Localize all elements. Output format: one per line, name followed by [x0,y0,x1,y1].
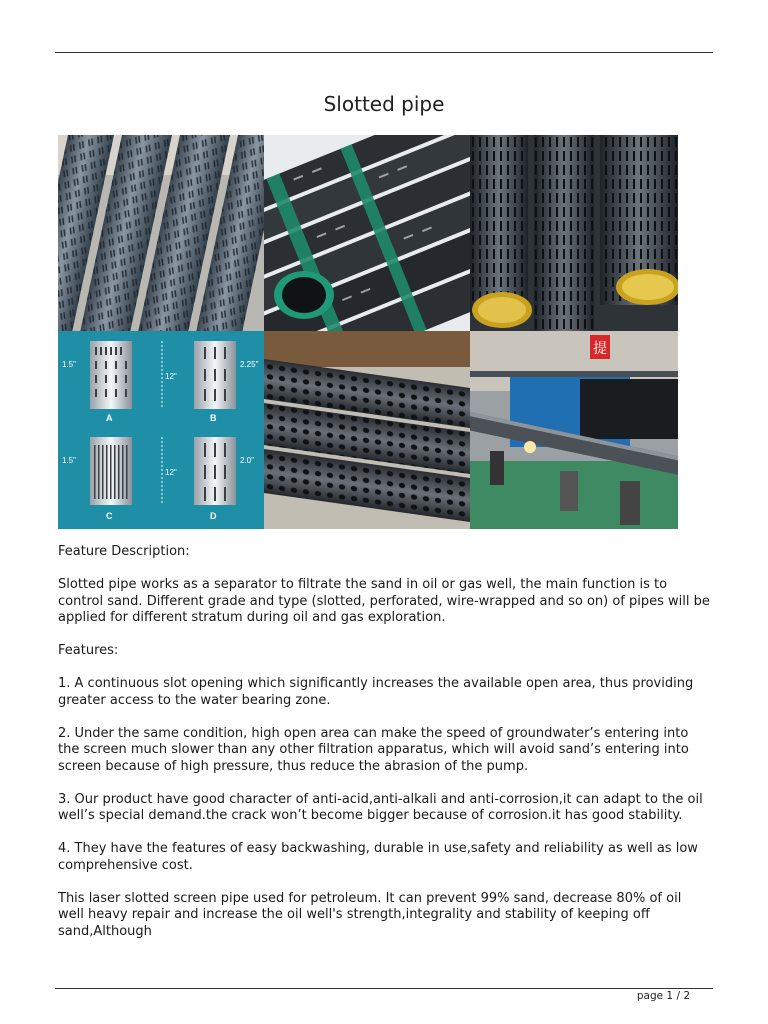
slotted-pipe-yellow-interior-photo [470,135,678,331]
laser-cutting-machine-photo [470,331,678,529]
dimension-label-c-width: 1.5" [62,456,76,465]
diagram-label-a: A [106,413,113,423]
dimension-label-a-length: 12" [165,372,177,381]
section-heading-features: Features: [58,643,119,658]
diagram-label-c: C [106,511,113,521]
slotted-pipe-photo-1 [58,135,264,331]
header-rule [55,52,713,53]
dimension-label-c-length: 12" [165,468,177,477]
image-grid [58,135,678,529]
dimension-label-b-width: 2.25" [240,360,259,369]
dimension-label-a-width: 1.5" [62,360,76,369]
dimension-label-d-width: 2.0" [240,456,254,465]
page-number: page 1 / 2 [636,990,690,1002]
feature-item-4: 4. They have the features of easy backwashing, durable in use,safety and reliability as well as low comprehensive cost. [58,841,698,873]
slot-pattern-diagram [58,331,264,529]
body-text [58,544,710,957]
diagram-label-b: B [210,413,217,423]
slotted-pipe-green-band-photo [264,135,470,331]
section-heading-feature-description: Feature Description: [58,544,190,559]
feature-item-2: 2. Under the same condition, high open area can make the speed of groundwater’s entering into the screen much slower than any other filtration apparatus, which will avoid sand’s entering into screen because of high pressure, thus reduce the abrasion of the pump. [58,725,689,774]
feature-item-3: 3. Our product have good character of anti-acid,anti-alkali and anti-corrosion,it can adapt to the oil well’s special demand.the crack won’t become bigger because of corrosion.it has good stability. [58,791,703,823]
paragraph-closing: This laser slotted screen pipe used for petroleum. It can prevent 99% sand, decrease 80% of oil well heavy repair and increase the oil well's strength,integrality and stability of keeping off sand,Although [58,890,682,939]
diagram-label-d: D [210,511,217,521]
footer-rule [55,988,713,989]
page-title: Slotted pipe [323,92,445,116]
feature-item-1: 1. A continuous slot opening which significantly increases the available open area, thus providing greater access to the water bearing zone. [58,676,694,708]
paragraph-intro: Slotted pipe works as a separator to filtrate the sand in oil or gas well, the main function is to control sand. Different grade and type (slotted, perforated, wire-wrapped and so on) of pipes will be applied for different stratum during oil and gas exploration. [58,577,710,625]
sign-character: 提 [593,340,607,356]
perforated-pipe-photo [264,331,470,529]
